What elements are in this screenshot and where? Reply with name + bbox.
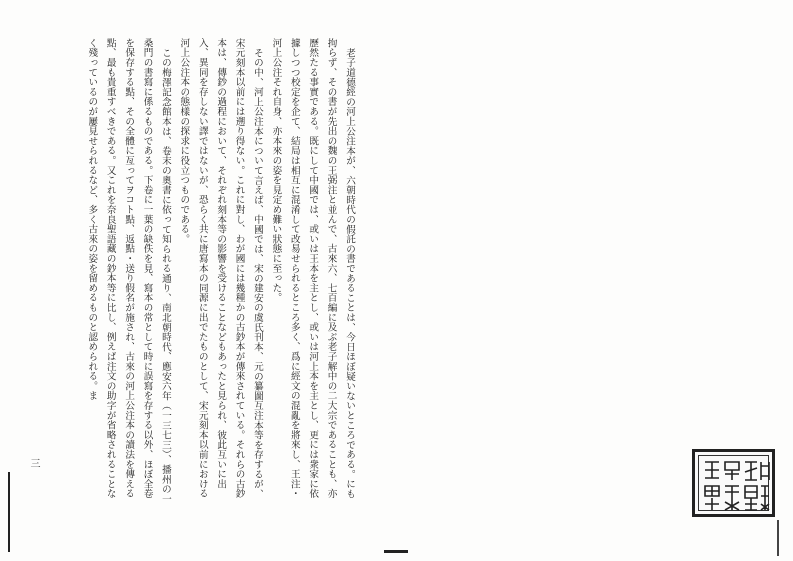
paragraph: この梅澤記念館本は、卷末の奧書に依って知られる通り、南北朝時代、應安六年（一三七三）、播州の一桑門の書寫に係るものである。下卷に一葉の缺佚を見、寫本の常として時に誤寫を存する以外、ほぼ全卷を保存する點、その全體に亙ってヲコト點、返點・送り假名が施され、古來の河上公注本の讀法を傳える點、最も貴重すべきである。又これを奈良聖語藏の鈔本等に比し、例えば注文の助字が省略されることなく殘っているのが屢見せられるなど、多く古來の姿を留めるものと認められる。ま (86, 38, 171, 504)
seal-glyphs (695, 452, 778, 520)
scan-edge-mark (777, 520, 779, 556)
paragraph: 老子道德經の河上公注本が、六朝時代の假託の書であることは、今日ほぼ疑いないところである。にも拘らず、その書が先出の魏の王弼注と並んで、古來六、七百編に及ぶ老子解中の二大宗であることも、亦歷然たる事實である。既にして中國では、或いは王本を主とし、或いは河上本を主とし、更には衆家に依據しつつ校定を企て、結局は相互に混淆して改易せられるところ多く、爲に經文の混亂を將來し、王注・河上公注それ自身、亦本來の姿を見定め難い狀態に至った。 (270, 38, 355, 499)
library-seal-stamp (692, 449, 775, 517)
paragraph: その中、河上公注本について言えば、中國では、宋の建安の虞氏刊本、元の纂圖互注本等を存するが、宋元刻本以前には遡り得ない。これに對し、わが國には幾種かの古鈔本が傳來されている。それらの古鈔本は、傳鈔の過程において、それぞれ刻本等の影響を受けることなどもあったと見られ、彼此互いに出入、異同を存しない譯ではないが、恐らく共に唐寫本の同源に出でたものとして、宋元刻本以前における河上公注本の態樣の探求に役立つものである。 (178, 38, 263, 499)
gutter-mark (384, 550, 408, 553)
page-number: 三 (28, 458, 39, 468)
vertical-text-block (40, 38, 358, 508)
scan-edge-mark (8, 472, 10, 552)
